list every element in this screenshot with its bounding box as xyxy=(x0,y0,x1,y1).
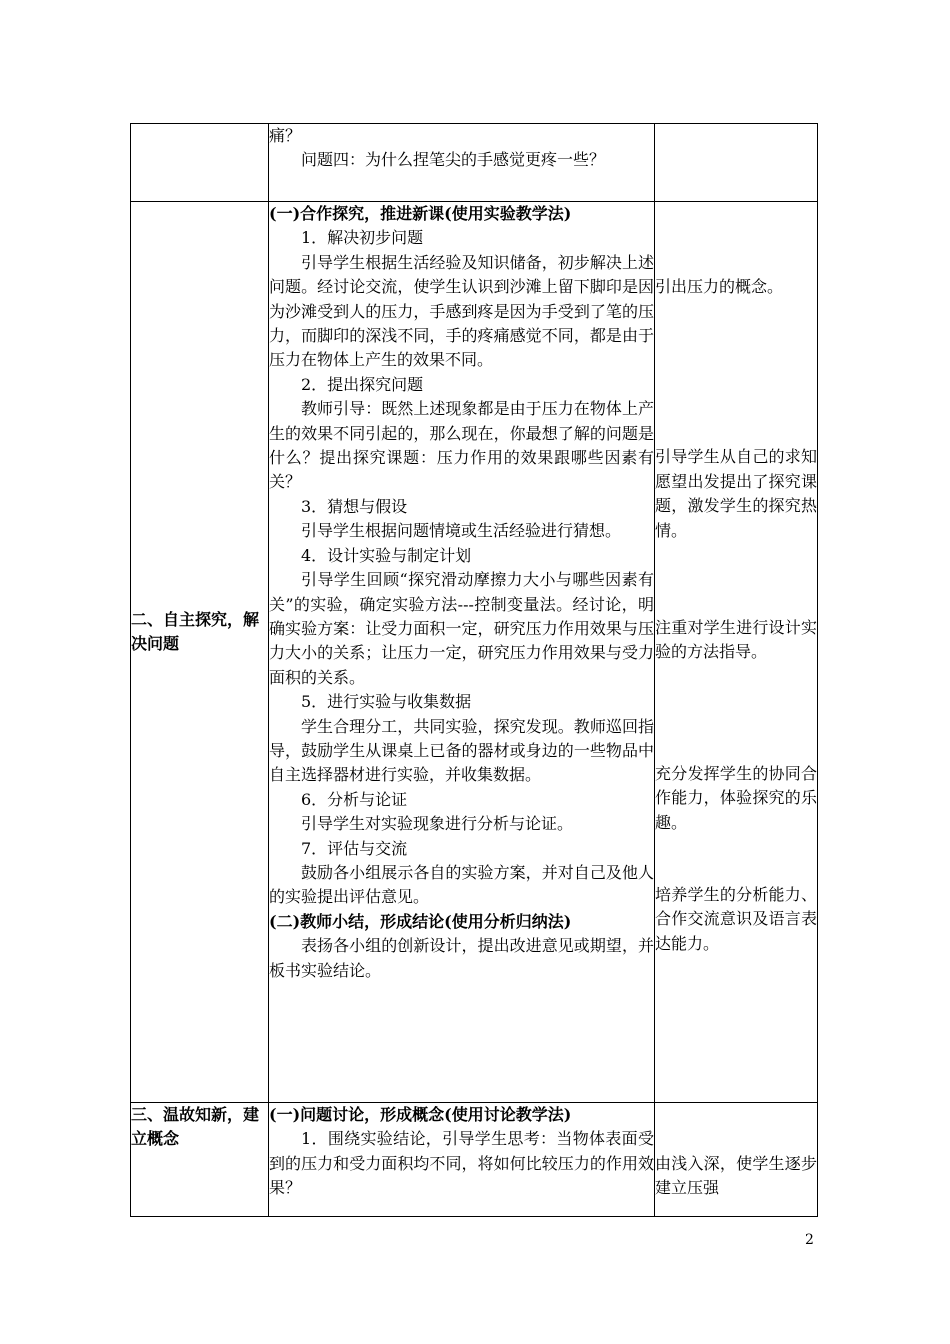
section-cell xyxy=(131,1103,269,1217)
content-cell xyxy=(269,202,655,1103)
subsection-heading: (二)教师小结，形成结论(使用分析归纳法) xyxy=(269,911,572,931)
content-cell xyxy=(269,124,655,202)
table-row xyxy=(131,202,818,1103)
step-title: 3．猜想与假设 xyxy=(301,496,408,516)
notes-cell xyxy=(655,124,818,202)
section-title: 二、自主探究，解决问题 xyxy=(131,609,260,653)
step-text: 引导学生根据问题情境或生活经验进行猜想。 xyxy=(301,521,622,541)
teaching-note: 注重对学生进行设计实验的方法指导。 xyxy=(655,618,817,662)
step-title: 4．设计实验与制定计划 xyxy=(301,545,472,565)
teaching-note: 引导学生从自己的求知愿望出发提出了探究课题，激发学生的探究热情。 xyxy=(655,447,817,540)
notes-cell xyxy=(655,202,818,1103)
step-title: 2．提出探究问题 xyxy=(301,374,424,394)
teaching-note: 引出压力的概念。 xyxy=(655,277,784,296)
lesson-plan-table xyxy=(130,123,818,1217)
table-row xyxy=(131,124,818,202)
step-text: 引导学生对实验现象进行分析与论证。 xyxy=(301,814,574,834)
notes-cell xyxy=(655,1103,818,1217)
teaching-note: 充分发挥学生的协同合作能力，体验探究的乐趣。 xyxy=(655,763,817,832)
step-title: 6．分析与论证 xyxy=(301,789,408,809)
section-cell xyxy=(131,124,269,202)
teaching-note: 培养学生的分析能力、合作交流意识及语言表达能力。 xyxy=(655,885,817,953)
step-text: 1．围绕实验结论，引导学生思考：当物体表面受到的压力和受力面积均不同，将如何比较压力的作用效果？ xyxy=(269,1129,654,1198)
step-title: 7．评估与交流 xyxy=(301,838,408,858)
content-line: 痛？ xyxy=(269,126,302,145)
step-text: 学生合理分工，共同实验，探究发现。教师巡回指导，鼓励学生从课桌上已备的器材或身边的一些物品中自主选择器材进行实验，并收集数据。 xyxy=(269,716,654,785)
step-text: 鼓励各小组展示各自的实验方案，并对自己及他人的实验提出评估意见。 xyxy=(269,862,654,907)
table-row xyxy=(131,1103,818,1217)
step-title: 5．进行实验与收集数据 xyxy=(301,692,472,712)
step-text: 教师引导：既然上述现象都是由于压力在物体上产生的效果不同引起的，那么现在，你最想了解的问题是什么？提出探究课题：压力作用的效果跟哪些因素有关？ xyxy=(269,399,654,492)
teaching-note: 由浅入深，使学生逐步建立压强 xyxy=(655,1154,817,1198)
section-cell xyxy=(131,202,269,1103)
subsection-heading: (一)合作探究，推进新课(使用实验教学法) xyxy=(269,204,572,223)
step-text: 表扬各小组的创新设计，提出改进意见或期望，并板书实验结论。 xyxy=(269,936,654,980)
section-title: 三、温故知新，建立概念 xyxy=(131,1105,260,1149)
content-cell xyxy=(269,1103,655,1217)
step-title: 1．解决初步问题 xyxy=(301,228,424,248)
subsection-heading: (一)问题讨论，形成概念(使用讨论教学法) xyxy=(269,1105,572,1124)
step-text: 引导学生根据生活经验及知识储备，初步解决上述问题。经讨论交流，使学生认识到沙滩上留下脚印是因为沙滩受到人的压力，手感到疼是因为手受到了笔的压力，而脚印的深浅不同，手的疼痛感觉不同，都是由于压力在物体上产生的效果不同。 xyxy=(269,252,654,370)
page-number: 2 xyxy=(805,1232,814,1248)
step-text: 引导学生回顾“探究滑动摩擦力大小与哪些因素有关”的实验，确定实验方法---控制变量法。经讨论，明确实验方案：让受力面积一定，研究压力作用效果与压力大小的关系；让压力一定，研究压力作用效果与受力面积的关系。 xyxy=(269,570,654,687)
question-four: 问题四：为什么捏笔尖的手感觉更疼一些？ xyxy=(301,150,606,170)
